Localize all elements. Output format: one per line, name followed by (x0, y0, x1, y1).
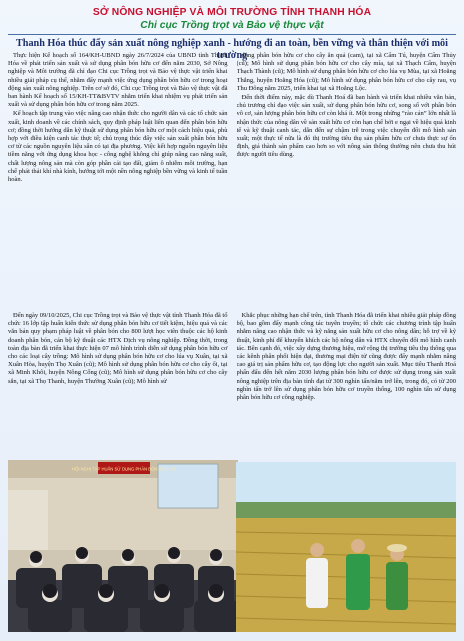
organization-title: SỞ NÔNG NGHIỆP VÀ MÔI TRƯỜNG TỈNH THANH HÓA (92, 7, 372, 18)
left-column (8, 52, 228, 314)
meeting-illustration (8, 460, 238, 632)
left-column-lower (8, 312, 228, 458)
right-column-lower (237, 312, 457, 458)
paragraph: Khắc phục những hạn chế trên, tỉnh Thanh Hóa đã triển khai nhiều giải pháp đồng bộ, bao gồm đẩy mạnh công tác tuyên truyền; tổ chức các chương trình tập huấn nhằm nâng cao nhận thức và kỹ năng sản xuất hữu cơ cho nông dân; hỗ trợ về kỹ thuật, kinh phí để khuyến khích các hộ nông dân và HTX chuyển đổi mô hình canh tác. Bên cạnh đó, việc xây dựng thương hiệu, mở rộng thị trường tiêu thụ thông qua các kênh phân phối hiện đại, thương mại điện tử cũng được đẩy mạnh nhằm nâng cao giá trị sản phẩm hữu cơ, tạo động lực cho người sản xuất. Mục tiêu Thanh Hoá phấn đấu đến hết năm 2030 lượng phân bón hữu cơ được sử dụng trong sản xuất nông nghiệp trên địa bàn tỉnh đạt từ 300 nghìn tấn/năm trở lên, trong đó, có từ 200 nghìn tấn trở lên sử dụng phân bón hữu cơ truyền thống, 100 nghìn tấn sử dụng phân bón hữu cơ công nghiệp. (236, 312, 456, 402)
field-visit-photo (236, 462, 456, 632)
header-rule (8, 34, 456, 35)
paragraph: Đến ngày 09/10/2025, Chi cục Trồng trọt và Bảo vệ thực vật tỉnh Thanh Hóa đã tổ chức 16 lớp tập huấn kiến thức sử dụng phân bón hữu cơ tiết kiệm, hiệu quả và các văn bản quy phạm pháp luật về phân bón cho 800 lượt học viên thuộc các hộ kinh doanh phân bón, cán bộ kỹ thuật các HTX Dịch vụ nông nghiệp. Đồng thời, trong toàn địa bàn đã triển khai thực hiện 07 mô hình trình diễn sử dụng phân bón hữu cơ cho các loại cây trồng: Mô hình sử dụng phân bón hữu cơ cho lúa vụ Xuân, tại xã Xuân Hòa, huyện Thọ Xuân (cũ); Mô hình sử dụng phân bón hữu cơ cho cây ổi, tại xã Minh Khôi, huyện Nông Cống (cũ); Mô hình sử dụng phân bón hữu cơ cho cây sắn, tại xã Thọ Thanh, huyện Thường Xuân (cũ); Mô hình sử (8, 312, 228, 385)
article-body-lower (8, 312, 456, 458)
masthead (0, 0, 464, 32)
field-illustration (236, 462, 456, 632)
paragraph: Thực hiện Kế hoạch số 164/KH-UBND ngày 26/7/2024 của UBND tỉnh Thanh Hóa về phát triển sản xuất và sử dụng phân bón hữu cơ đến năm 2030, Sở Nông nghiệp và Môi trường đã chỉ đạo Chi cục Trồng trọt và Bảo vệ thực vật triển khai nhiều giải pháp cụ thể, nhằm đẩy mạnh việc ứng dụng phân bón hữu cơ trong hoạt động sản xuất nông nghiệp. Trên cơ sở đó, Chi cục Trồng trọt và Bảo vệ thực vật đã ban hành Kế hoạch số 15/KH-TT&BVTV nhằm triển khai nhiệm vụ phát triển sản xuất và sử dụng phân bón hữu cơ trong năm 2025. (8, 52, 228, 109)
department-subtitle: Chi cục Trồng trọt và Bảo vệ thực vật (140, 20, 324, 31)
article-headline: Thanh Hóa thúc đẩy sản xuất nông nghiệp xanh - hướng đi an toàn, bền vững và thân thiện với môi trường (16, 38, 448, 61)
article-body-upper (8, 52, 456, 314)
training-meeting-photo (8, 460, 238, 632)
paragraph: dụng phân bón hữu cơ cho cây ăn quả (cam), tại xã Cẩm Tú, huyện Cẩm Thủy (cũ); Mô hình sử dụng phân bón hữu cơ cho cây mía, tại xã Thạch Cẩm, huyện Thạch Thành (cũ); Mô hình sử dụng phân bón hữu cơ cho lúa vụ Mùa, tại xã Hoằng Thắng, huyện Hoằng Hóa (cũ); Mô hình sử dụng phân bón hữu cơ cho cây rau, vụ Thu Đông năm 2025, triển khai tại xã Hoằng Lộc. (236, 52, 456, 92)
right-column (237, 52, 457, 314)
paragraph: Đến thời điểm này, mặc dù Thanh Hoá đã ban hành và triển khai nhiều văn bản, chủ trương chỉ đạo việc sản xuất, sử dụng phân bón hữu cơ, song số với phân bón vô cơ, sản lượng phân bón hữu cơ còn khá ít. Một trong những “rào cản” lớn nhất là nhận thức của nông dân về sản xuất hữu cơ còn hạn chế bởi e ngại về hiệu quả kinh tế và kỹ thuật canh tác, dẫn đến sự chậm trễ trong việc chuyển đổi mô hình sản xuất; một thực tế nữa là đó thị trường tiêu thụ sản phẩm hữu cơ chưa thực sự ổn định, giá thành sản phẩm cao hơn so với nông sản thông thường nên chưa thu hút được người tiêu dùng. (236, 94, 456, 159)
meeting-banner: HỘI NGHỊ TẬP HUẤN SỬ DỤNG PHÂN BÓN HỮU CƠ (72, 466, 176, 472)
paragraph: Kế hoạch tập trung vào việc nâng cao nhận thức cho người dân và các tổ chức sản xuất, kinh doanh về các chính sách, quy định pháp luật liên quan đến phân bón hữu cơ; đồng thời hướng dẫn kỹ thuật sử dụng phân bón hữu cơ một cách hiệu quả, phù hợp với điều kiện canh tác thực tế; chú trọng thúc đẩy việc sản xuất phân bón hữu cơ từ các nguồn nguyên liệu sẵn có tại địa phương. Việc kết hợp nguồn nguyên liệu tiềm năng với ứng dụng khoa học - công nghệ không chỉ giúp nâng cao năng suất, chất lượng nông sản mà còn góp phần cải tạo đất, giảm ô nhiễm môi trường, hạn chế phát thải khí nhà kính, hướng tới một nền nông nghiệp bền vững và kinh tế tuần hoàn. (8, 110, 228, 184)
